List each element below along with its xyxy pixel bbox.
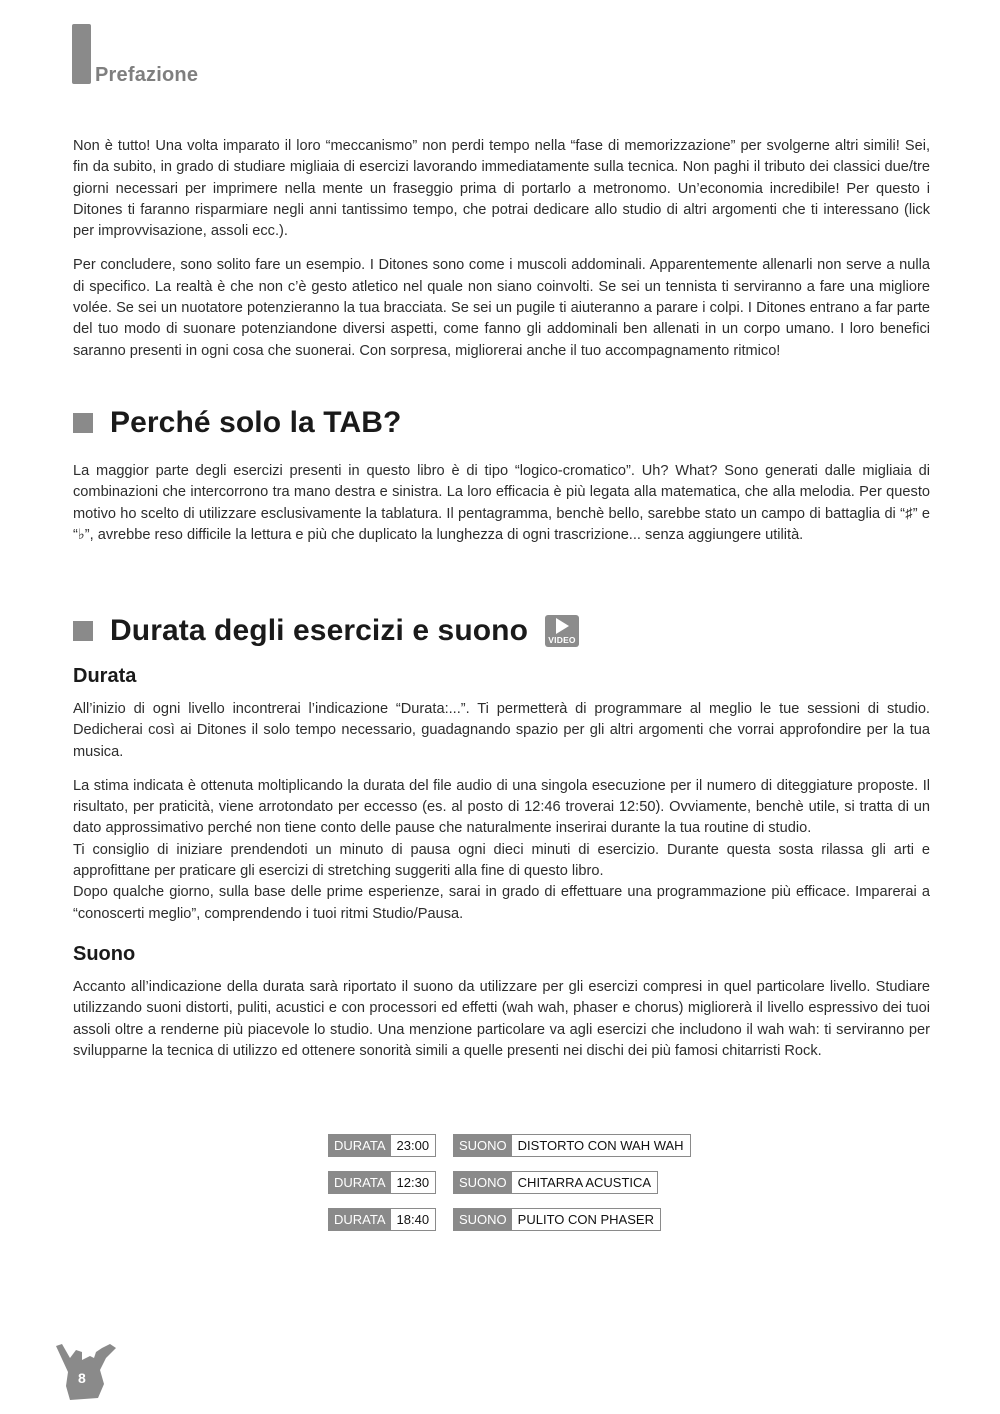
suono-tag-value: PULITO CON PHASER — [512, 1209, 660, 1230]
tab-text — [73, 461, 930, 546]
durata-tag-value: 12:30 — [391, 1172, 436, 1193]
durata-paragraph-1: All’inizio di ogni livello incontrerai l’indicazione “Durata:...”. Ti permetterà di programmare al meglio le tue sessioni di studio. Dedicherai così ai Ditones il solo tempo necessario, guadagnando spazio per gli altri argomenti che vorrai approfondire per la tua musica. — [73, 701, 930, 760]
suono-tag-value: CHITARRA ACUSTICA — [512, 1172, 657, 1193]
rock-hand-logo-icon — [52, 1340, 122, 1402]
play-icon — [556, 618, 569, 634]
durata-paragraph-4: Dopo qualche giorno, sulla base delle prime esperienze, sarai in grado di effettuare una programmazione più efficace. Imparerai a “conoscerti meglio”, comprendendo i tuoi ritmi Studio/Pausa. — [73, 884, 930, 922]
durata-tag-label: DURATA — [329, 1209, 391, 1230]
durata-tag — [328, 1134, 436, 1157]
subheading-durata: Durata — [73, 665, 137, 687]
header-bar — [72, 24, 91, 84]
heading-square-icon — [73, 621, 93, 641]
intro-text — [73, 136, 930, 362]
heading-durata-title: Durata degli esercizi e suono — [110, 614, 529, 647]
durata-tag-value: 18:40 — [391, 1209, 436, 1230]
intro-paragraph-1: Non è tutto! Una volta imparato il loro “meccanismo” non perdi tempo nella “fase di memorizzazione” per svolgerne altri simili! Sei, fin da subito, in grado di studiare migliaia di esercizi lavorando immediatamente sulla tecnica. Non paghi il tributo dei classici due/tre giorni necessari per imprimere nella mente un fraseggio prima di portarlo a metronomo. Un’economia incredibile! Per questo i Ditones ti faranno risparmiare negli anni tantissimo tempo, che potrai dedicare allo studio di altri argomenti che ti interessano (lick per improvvisazione, assoli ecc.). — [73, 138, 930, 240]
suono-tag-label: SUONO — [454, 1135, 512, 1156]
suono-tag-label: SUONO — [454, 1209, 512, 1230]
subheading-suono: Suono — [73, 943, 136, 965]
heading-tab — [73, 406, 401, 440]
durata-text — [73, 699, 930, 925]
suono-text — [73, 977, 930, 1062]
durata-tag-label: DURATA — [329, 1172, 391, 1193]
page-section-title: Prefazione — [95, 64, 199, 86]
durata-paragraph-2: La stima indicata è ottenuta moltiplicando la durata del file audio di una singola esecuzione per il numero di diteggiature proposte. Il risultato, per praticità, viene arrotondato per eccesso (es. al posto di 12:46 troverai 12:50). Ovviamente, benchè utile, si tratta di un dato approssimativo perché non tiene conto delle pause che naturalmente inserirai durante la tua routine di studio. — [73, 777, 930, 837]
heading-tab-title: Perché solo la TAB? — [110, 406, 402, 439]
suono-tag-label: SUONO — [454, 1172, 512, 1193]
suono-tag — [453, 1171, 658, 1194]
intro-paragraph-2: Per concludere, sono solito fare un esempio. I Ditones sono come i muscoli addominali. Apparentemente allenarli non serve a nulla di specifico. La realtà è che non c’è gesto atletico nel quale non siano coinvolti. Se sei un tennista ti serviranno a fare una migliore volée. Se sei un nuotatore potenzieranno la tua bracciata. Se sei un pugile ti aiuteranno a parare i colpi. I Ditones entrano a far parte del tuo modo di suonare potenziandone diversi aspetti, come fanno gli addominali ben allenati in un corpo umano. I loro benefici saranno presenti in ogni cosa che suonerai. Con sorpresa, migliorerai anche il tuo accompagnamento ritmico! — [73, 257, 930, 359]
suono-paragraph: Accanto all’indicazione della durata sarà riportato il suono da utilizzare per gli esercizi compresi in quel particolare livello. Studiare utilizzando suoni distorti, puliti, acustici e con processori ed effetti (wah wah, phaser e chorus) migliorerà il livello espressivo dei tuoi assoli oltre a renderne più piacevole lo studio. Una menzione particolare va agli esercizi che includono il wah wah: ti serviranno per svilupparne la tecnica di utilizzo ed ottenere sonorità simili a quelle presenti nei dischi dei più famosi chitarristi Rock. — [73, 979, 930, 1059]
durata-tag — [328, 1171, 436, 1194]
durata-tag — [328, 1208, 436, 1231]
suono-tag — [453, 1208, 661, 1231]
durata-tag-label: DURATA — [329, 1135, 391, 1156]
heading-durata — [73, 614, 579, 648]
video-icon[interactable] — [545, 615, 579, 647]
durata-paragraph-3: Ti consiglio di iniziare prendendoti un minuto di pausa ogni dieci minuti di esercizio. Durante questa sosta rilassa gli arti e approfittane per praticare gli esercizi di stretching suggeriti alla fine di questo libro. — [73, 841, 930, 880]
durata-tag-value: 23:00 — [391, 1135, 436, 1156]
suono-tag-value: DISTORTO CON WAH WAH — [512, 1135, 690, 1156]
heading-square-icon — [73, 413, 93, 433]
tab-paragraph: La maggior parte degli esercizi presenti in questo libro è di tipo “logico-cromatico”. Uh? What? Sono generati dalle migliaia di combinazioni che intercorrono tra mano destra e sinistra. La loro efficacia è più legata alla matematica, che alla melodia. Per questo motivo ho scelto di utilizzare esclusivamente la tablatura. Il pentagramma, benchè bello, sarebbe stato un campo di battaglia di “♯” e “♭”, avrebbe reso difficile la lettura e più che duplicato la lunghezza di ogni trascrizione... senza aggiungere utilità. — [73, 463, 930, 543]
page-number: 8 — [78, 1370, 86, 1386]
suono-tag — [453, 1134, 691, 1157]
video-label: VIDEO — [548, 635, 576, 645]
